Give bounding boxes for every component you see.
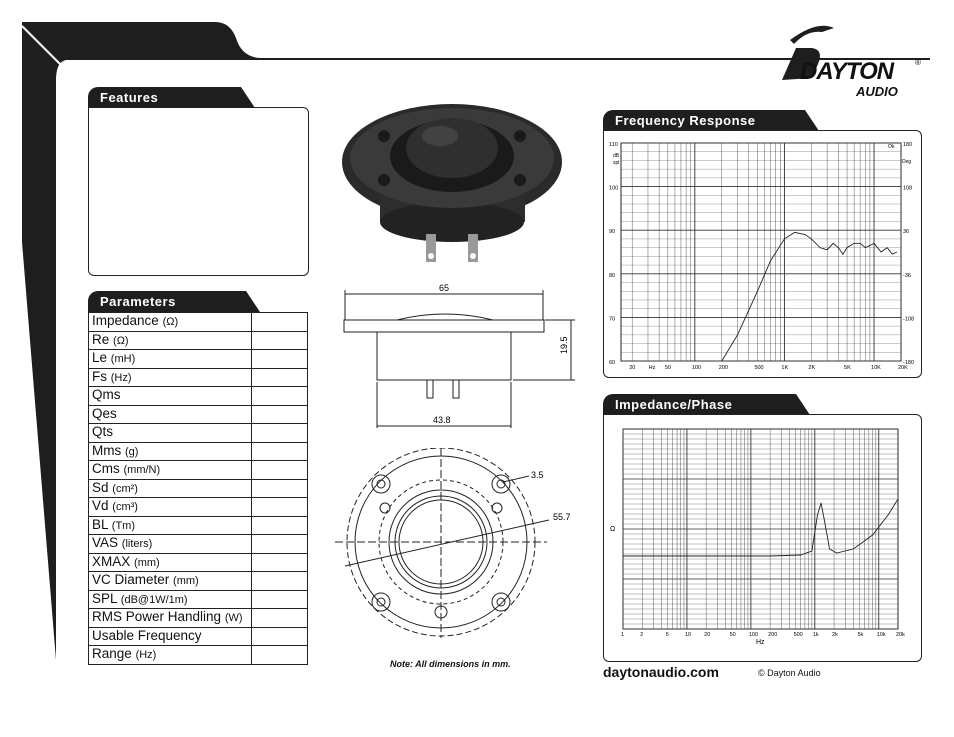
y-tick-label: 80 (609, 272, 616, 279)
x-tick-label: 100 (691, 365, 702, 371)
parameter-value (252, 498, 308, 517)
parameter-unit: (mm) (173, 575, 199, 588)
parameter-row (89, 627, 308, 646)
parameter-row (89, 498, 308, 517)
parameter-row (89, 535, 308, 554)
x-tick-label: 1k (812, 632, 819, 638)
parameter-name: Usable Frequency (92, 627, 202, 643)
parameter-unit: (W) (224, 612, 243, 625)
x-tick-label: 10k (876, 632, 886, 638)
parameter-label (89, 350, 252, 369)
parameters-table (88, 312, 308, 665)
parameter-row (89, 609, 308, 628)
parameter-value (252, 646, 308, 665)
parameter-value (252, 331, 308, 350)
footer-url[interactable]: daytonaudio.com (603, 664, 719, 680)
y2-tick-label: -108 (903, 316, 915, 323)
parameter-value (252, 313, 308, 332)
x-tick-label: 500 (754, 365, 764, 371)
x-tick-label: 10 (684, 632, 692, 638)
plot-frame (621, 143, 901, 361)
parameter-label (89, 590, 252, 609)
y2-tick-label: -36 (903, 272, 911, 279)
dim-hole: 3.5 (531, 470, 544, 480)
x-tick-label: 10K (871, 365, 881, 371)
parameter-value (252, 535, 308, 554)
parameter-unit: (mH) (110, 353, 136, 366)
parameter-name: Impedance (92, 313, 159, 329)
y2-tick-label: 180 (903, 142, 913, 148)
parameter-value (252, 627, 308, 646)
parameter-row (89, 387, 308, 406)
parameter-unit: (mm) (134, 556, 160, 569)
parameter-label (89, 609, 252, 628)
parameter-name: Le (92, 350, 108, 366)
parameter-name: VAS (92, 535, 119, 551)
parameter-unit: (cm²) (112, 482, 138, 495)
frequency-chart (605, 133, 917, 373)
parameter-row (89, 553, 308, 572)
y-tick-label: 70 (609, 316, 616, 323)
parameter-value (252, 590, 308, 609)
parameters-header: Parameters (88, 291, 240, 312)
side-drawing (335, 282, 585, 437)
parameter-unit: (Hz) (135, 649, 157, 662)
parameter-row (89, 572, 308, 591)
parameter-row (89, 424, 308, 443)
parameter-name: Cms (92, 461, 120, 477)
parameter-unit: (Tm) (111, 519, 135, 532)
x-tick-label: 50 (729, 632, 736, 638)
parameter-name: Range (92, 646, 132, 662)
features-header: Features (88, 87, 235, 108)
parameter-unit: (g) (125, 445, 139, 458)
x-tick-label: Hz (648, 365, 656, 371)
parameter-value (252, 553, 308, 572)
x-tick-label: 2 (640, 632, 644, 638)
parameter-label (89, 424, 252, 443)
dim-bolt-circle: 55.7 (553, 512, 571, 522)
frequency-header: Frequency Response (603, 110, 799, 131)
parameter-row (89, 516, 308, 535)
parameter-name: Sd (92, 479, 109, 495)
parameter-name: Qms (92, 387, 121, 403)
x-tick-label: 5 (665, 632, 669, 638)
x-tick-label: 5K (844, 365, 851, 371)
x-tick-label: 100 (748, 632, 759, 638)
parameter-unit: (liters) (121, 538, 153, 551)
parameter-label (89, 535, 252, 554)
parameter-value (252, 350, 308, 369)
parameter-row (89, 313, 308, 332)
parameter-label (89, 553, 252, 572)
parameter-unit: (Ω) (113, 334, 129, 347)
x-tick-label: 500 (793, 632, 803, 638)
x-tick-label: 20 (629, 365, 636, 371)
brand-registered: ® (915, 58, 921, 67)
parameter-unit: (dB@1W/1m) (120, 593, 188, 606)
dimensions-note: Note: All dimensions in mm. (390, 659, 511, 669)
parameter-row (89, 405, 308, 424)
x-axis-label: Hz (756, 639, 765, 646)
parameter-name: Fs (92, 368, 107, 384)
brand-logo (772, 20, 922, 110)
x-tick-label: 200 (718, 365, 728, 371)
impedance-curve (623, 499, 898, 556)
y-unit-label: dB (613, 153, 620, 159)
parameter-row (89, 590, 308, 609)
parameter-row (89, 479, 308, 498)
x-tick-label: 20K (898, 365, 908, 371)
parameter-name: Mms (92, 442, 122, 458)
y-tick-label: 60 (609, 360, 616, 366)
parameter-unit: (Hz) (110, 371, 132, 384)
top-drawing (335, 448, 585, 648)
y2-tick-label: -180 (903, 360, 915, 366)
y-tick-label: 100 (609, 185, 619, 192)
parameter-label (89, 572, 252, 591)
y2-top-label: Ok (888, 144, 895, 150)
parameter-row (89, 461, 308, 480)
parameter-name: BL (92, 516, 109, 532)
parameter-name: Re (92, 331, 110, 347)
x-tick-label: 1 (621, 632, 625, 638)
y2-tick-label: 108 (903, 185, 913, 192)
features-box (88, 107, 309, 276)
y-tick-label: 90 (609, 229, 616, 236)
parameter-unit: (mm/N) (123, 464, 161, 477)
parameter-value (252, 516, 308, 535)
footer-copyright: © Dayton Audio (758, 668, 821, 678)
x-tick-label: 200 (768, 632, 778, 638)
y2-tick-label: 36 (903, 229, 910, 236)
parameter-value (252, 405, 308, 424)
dim-base: 43.8 (433, 415, 451, 425)
parameter-label (89, 516, 252, 535)
x-tick-label: 50 (664, 365, 671, 371)
parameter-row (89, 331, 308, 350)
dim-width: 65 (439, 283, 450, 293)
parameter-name: RMS Power Handling (92, 609, 222, 625)
tweeter-photo (340, 96, 570, 271)
x-tick-label: 20 (704, 632, 711, 638)
y-tick-label: 110 (609, 142, 618, 148)
brand-name: DAYTON (800, 58, 894, 85)
parameter-row (89, 646, 308, 665)
impedance-header: Impedance/Phase (603, 394, 790, 415)
parameter-label (89, 498, 252, 517)
parameter-name: Qes (92, 405, 117, 421)
parameter-label (89, 313, 252, 332)
parameter-unit: (cm³) (112, 501, 138, 514)
parameter-value (252, 609, 308, 628)
parameter-value (252, 424, 308, 443)
parameter-value (252, 442, 308, 461)
x-tick-label: 2K (808, 365, 816, 371)
y-unit-label: spl (613, 160, 620, 166)
parameter-row (89, 350, 308, 369)
parameter-name: SPL (92, 590, 118, 606)
parameter-label (89, 479, 252, 498)
y2-unit-label: Deg (902, 159, 912, 165)
x-tick-label: 2k (832, 632, 838, 638)
brand-sub: AUDIO (856, 84, 898, 99)
parameter-label (89, 442, 252, 461)
parameter-name: Vd (92, 498, 109, 514)
impedance-chart (605, 417, 917, 655)
parameter-label (89, 368, 252, 387)
parameter-value (252, 572, 308, 591)
parameter-label (89, 331, 252, 350)
parameter-value (252, 387, 308, 406)
x-tick-label: 5k (857, 632, 864, 638)
parameter-label (89, 405, 252, 424)
parameter-label (89, 461, 252, 480)
response-curve (722, 232, 897, 361)
parameter-name: XMAX (92, 553, 131, 569)
parameter-name: Qts (92, 424, 114, 440)
parameter-unit: (Ω) (162, 316, 179, 329)
parameter-label (89, 627, 252, 646)
x-tick-label: 20k (896, 632, 905, 638)
parameter-value (252, 461, 308, 480)
parameter-value (252, 479, 308, 498)
parameter-row (89, 442, 308, 461)
parameter-name: VC Diameter (92, 572, 170, 588)
parameter-label (89, 387, 252, 406)
y-axis-label: Ω (610, 526, 616, 533)
parameter-value (252, 368, 308, 387)
x-tick-label: 1K (781, 365, 789, 371)
dim-height: 19.5 (559, 336, 569, 354)
parameter-row (89, 368, 308, 387)
parameter-label (89, 646, 252, 665)
